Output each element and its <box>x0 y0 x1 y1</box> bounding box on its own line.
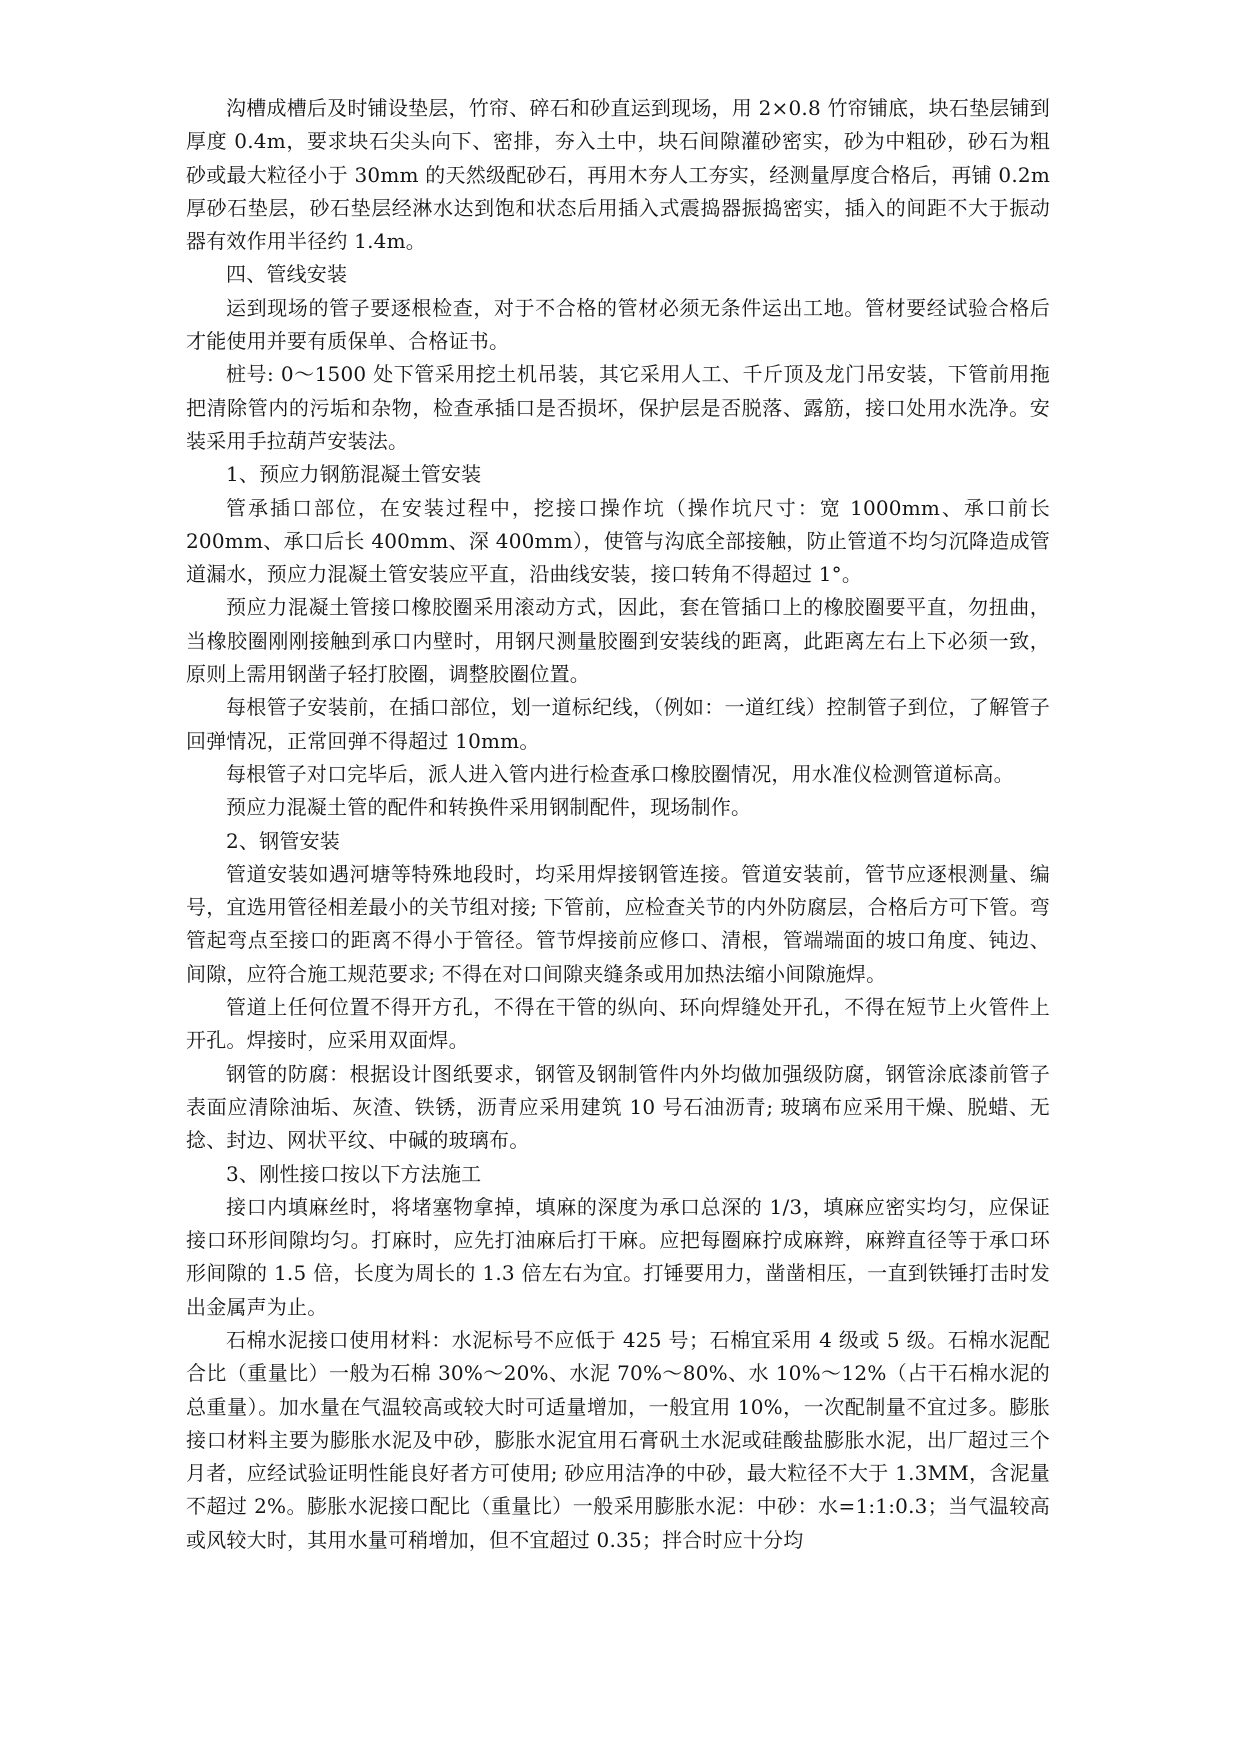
paragraph-bedding: 沟槽成槽后及时铺设垫层，竹帘、碎石和砂直运到现场，用 2×0.8 竹帘铺底，块石垫层铺到厚度 0.4m，要求块石尖头向下、密排，夯入土中，块石间隙灌砂密实，砂为中粗砂，砂石为粗砂或最大粒径小于 30mm 的天然级配砂石，再用木夯人工夯实，经测量厚度合格后，再铺 0.2m 厚砂石垫层，砂石垫层经淋水达到饱和状态后用插入式震捣器振捣密实，插入的间距不大于振动器有效作用半径约 1.4m。 <box>186 96 1050 254</box>
paragraph-pipe-inspection: 运到现场的管子要逐根检查，对于不合格的管材必须无条件运出工地。管材要经试验合格后才能使用并要有质保单、合格证书。 <box>186 295 1050 354</box>
paragraph-hemp-filling: 接口内填麻丝时，将堵塞物拿掉，填麻的深度为承口总深的 1/3，填麻应密实均匀，应保证接口环形间隙均匀。打麻时，应先打油麻后打干麻。应把每圈麻拧成麻辫，麻辫直径等于承口环形间隙的 1.5 倍，长度为周长的 1.3 倍左右为宜。打锤要用力，凿凿相压，一直到铁锤打击时发出金属声为止。 <box>186 1194 1050 1319</box>
heading-rigid-joint: 3、刚性接口按以下方法施工 <box>226 1161 482 1186</box>
heading-pipeline-installation: 四、管线安装 <box>226 262 348 287</box>
paragraph-lowering-pipe: 桩号: 0～1500 处下管采用挖土机吊装，其它采用人工、千斤顶及龙门吊安装，下管前用拖把清除管内的污垢和杂物，检查承插口是否损坏，保护层是否脱落、露筋，接口处用水洗净。安装采用手拉葫芦安装法。 <box>186 362 1050 453</box>
paragraph-fittings: 预应力混凝土管的配件和转换件采用钢制配件，现场制作。 <box>226 795 752 820</box>
paragraph-anticorrosion: 钢管的防腐：根据设计图纸要求，钢管及钢制管件内外均做加强级防腐，钢管涂底漆前管子表面应清除油垢、灰渣、铁锈，沥青应采用建筑 10 号石油沥青; 玻璃布应采用干燥、脱蜡、无捻、封边、网状平纹、中碱的玻璃布。 <box>186 1061 1050 1153</box>
paragraph-level-check: 每根管子对口完毕后，派人进入管内进行检查承口橡胶圈情况，用水准仪检测管道标高。 <box>226 761 1014 786</box>
heading-steel-pipe: 2、钢管安装 <box>226 828 340 853</box>
paragraph-asbestos-cement: 石棉水泥接口使用材料：水泥标号不应低于 425 号；石棉宜采用 4 级或 5 级。石棉水泥配合比（重量比）一般为石棉 30%～20%、水泥 70%～80%、水 10%～12%（占干石棉水泥的总重量）。加水量在气温较高或较大时可适量增加，一般宜用 10%，一次配制量不宜过多。膨胀接口材料主要为膨胀水泥及中砂，膨胀水泥宜用石膏矾土水泥或硅酸盐膨胀水泥，出厂超过三个月者，应经试验证明性能良好者方可使用; 砂应用洁净的中砂，最大粒径不大于 1.3MM，含泥量不超过 2%。膨胀水泥接口配比（重量比）一般采用膨胀水泥：中砂：水=1:1:0.3；当气温较高或风较大时，其用水量可稍增加，但不宜超过 0.35；拌合时应十分均 <box>186 1327 1050 1552</box>
document-body <box>186 92 1050 1557</box>
paragraph-socket-pit: 管承插口部位，在安装过程中，挖接口操作坑（操作坑尺寸：宽 1000mm、承口前长 200mm、承口后长 400mm、深 400mm），使管与沟底全部接触，防止管道不均匀沉降造成管道漏水，预应力混凝土管安装应平直，沿曲线安装，接口转角不得超过 1°。 <box>186 495 1050 587</box>
paragraph-mark-line: 每根管子安装前，在插口部位，划一道标纪线，（例如：一道红线）控制管子到位，了解管子回弹情况，正常回弹不得超过 10mm。 <box>186 695 1050 753</box>
paragraph-rubber-ring: 预应力混凝土管接口橡胶圈采用滚动方式，因此，套在管插口上的橡胶圈要平直，勿扭曲，当橡胶圈刚刚接触到承口内壁时，用钢尺测量胶圈到安装线的距离，此距离左右上下必须一致，原则上需用钢凿子轻打胶圈，调整胶圈位置。 <box>186 595 1050 687</box>
paragraph-no-square-holes: 管道上任何位置不得开方孔，不得在干管的纵向、环向焊缝处开孔，不得在短节上火管件上开孔。焊接时，应采用双面焊。 <box>186 995 1050 1053</box>
heading-prestressed-pipe: 1、预应力钢筋混凝土管安装 <box>226 462 482 487</box>
paragraph-welded-steel: 管道安装如遇河塘等特殊地段时，均采用焊接钢管连接。管道安装前，管节应逐根测量、编号，宜选用管径相差最小的关节组对接; 下管前，应检查关节的内外防腐层，合格后方可下管。弯管起弯点至接口的距离不得小于管径。管节焊接前应修口、清根，管端端面的坡口角度、钝边、间隙，应符合施工规范要求; 不得在对口间隙夹缝条或用加热法缩小间隙施焊。 <box>186 861 1050 986</box>
